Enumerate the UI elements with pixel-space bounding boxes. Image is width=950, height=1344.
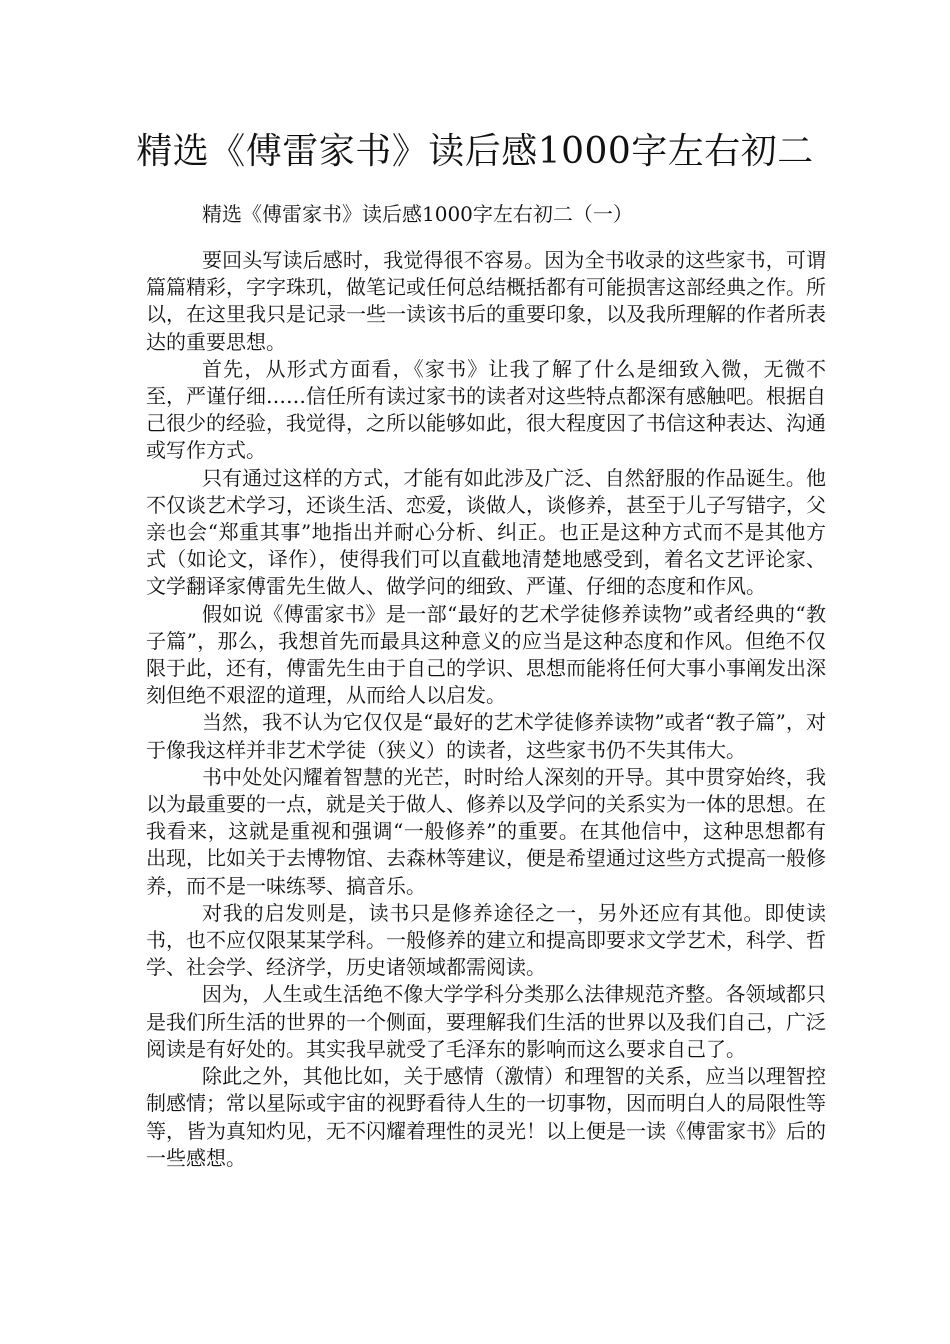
document-subtitle: 精选《傅雷家书》读后感1000字左右初二（一） (202, 202, 633, 226)
document-body (146, 247, 826, 1172)
document-title: 精选《傅雷家书》读后感1000字左右初二 (136, 131, 814, 172)
paragraph: 除此之外，其他比如，关于感情（激情）和理智的关系，应当以理智控制感情；常以星际或宇宙的视野看待人生的一切事物，因而明白人的局限性等等，皆为真知灼见，无不闪耀着理性的灵光！以上便是一读《傅雷家书》后的一些感想。 (146, 1064, 826, 1170)
paragraph: 首先，从形式方面看，《家书》让我了解了什么是细致入微，无微不至，严谨仔细……信任所有读过家书的读者对这些特点都深有感触吧。根据自己很少的经验，我觉得，之所以能够如此，很大程度因了书信这种表达、沟通或写作方式。 (146, 356, 826, 463)
paragraph: 对我的启发则是，读书只是修养途径之一，另外还应有其他。即使读书，也不应仅限某某学科。一般修养的建立和提高即要求文学艺术，科学、哲学、社会学、经济学，历史诸领域都需阅读。 (146, 900, 826, 980)
paragraph: 要回头写读后感时，我觉得很不容易。因为全书收录的这些家书，可谓篇篇精彩，字字珠玑，做笔记或任何总结概括都有可能损害这部经典之作。所以，在这里我只是记录一些一读该书后的重要印象，以及我所理解的作者所表达的重要思想。 (146, 248, 826, 354)
paragraph: 因为，人生或生活绝不像大学学科分类那么法律规范齐整。各领域都只是我们所生活的世界的一个侧面，要理解我们生活的世界以及我们自己，广泛阅读是有好处的。其实我早就受了毛泽东的影响而这么要求自己了。 (146, 982, 826, 1061)
paragraph: 假如说《傅雷家书》是一部“最好的艺术学徒修养读物”或者经典的“教子篇”，那么，我想首先而最具这种意义的应当是这种态度和作风。但绝不仅限于此，还有，傅雷先生由于自己的学识、思想而能将任何大事小事阐发出深刻但绝不艰涩的道理，从而给人以启发。 (146, 601, 826, 708)
paragraph: 只有通过这样的方式，才能有如此涉及广泛、自然舒服的作品诞生。他不仅谈艺术学习，还谈生活、恋爱，谈做人，谈修养，甚至于儿子写错字，父亲也会“郑重其事”地指出并耐心分析、纠正。也正是这种方式而不是其他方式（如论文，译作），使得我们可以直截地清楚地感受到，着名文艺评论家、文学翻译家傅雷先生做人、做学问的细致、严谨、仔细的态度和作风。 (146, 465, 826, 599)
paragraph: 书中处处闪耀着智慧的光芒，时时给人深刻的开导。其中贯穿始终，我以为最重要的一点，就是关于做人、修养以及学问的关系实为一体的思想。在我看来，这就是重视和强调“一般修养”的重要。在其他信中，这种思想都有出现，比如关于去博物馆、去森林等建议，便是希望通过这些方式提高一般修养，而不是一味练琴、搞音乐。 (146, 764, 826, 898)
paragraph: 当然，我不认为它仅仅是“最好的艺术学徒修养读物”或者“教子篇”，对于像我这样并非艺术学徒（狭义）的读者，这些家书仍不失其伟大。 (146, 710, 826, 762)
